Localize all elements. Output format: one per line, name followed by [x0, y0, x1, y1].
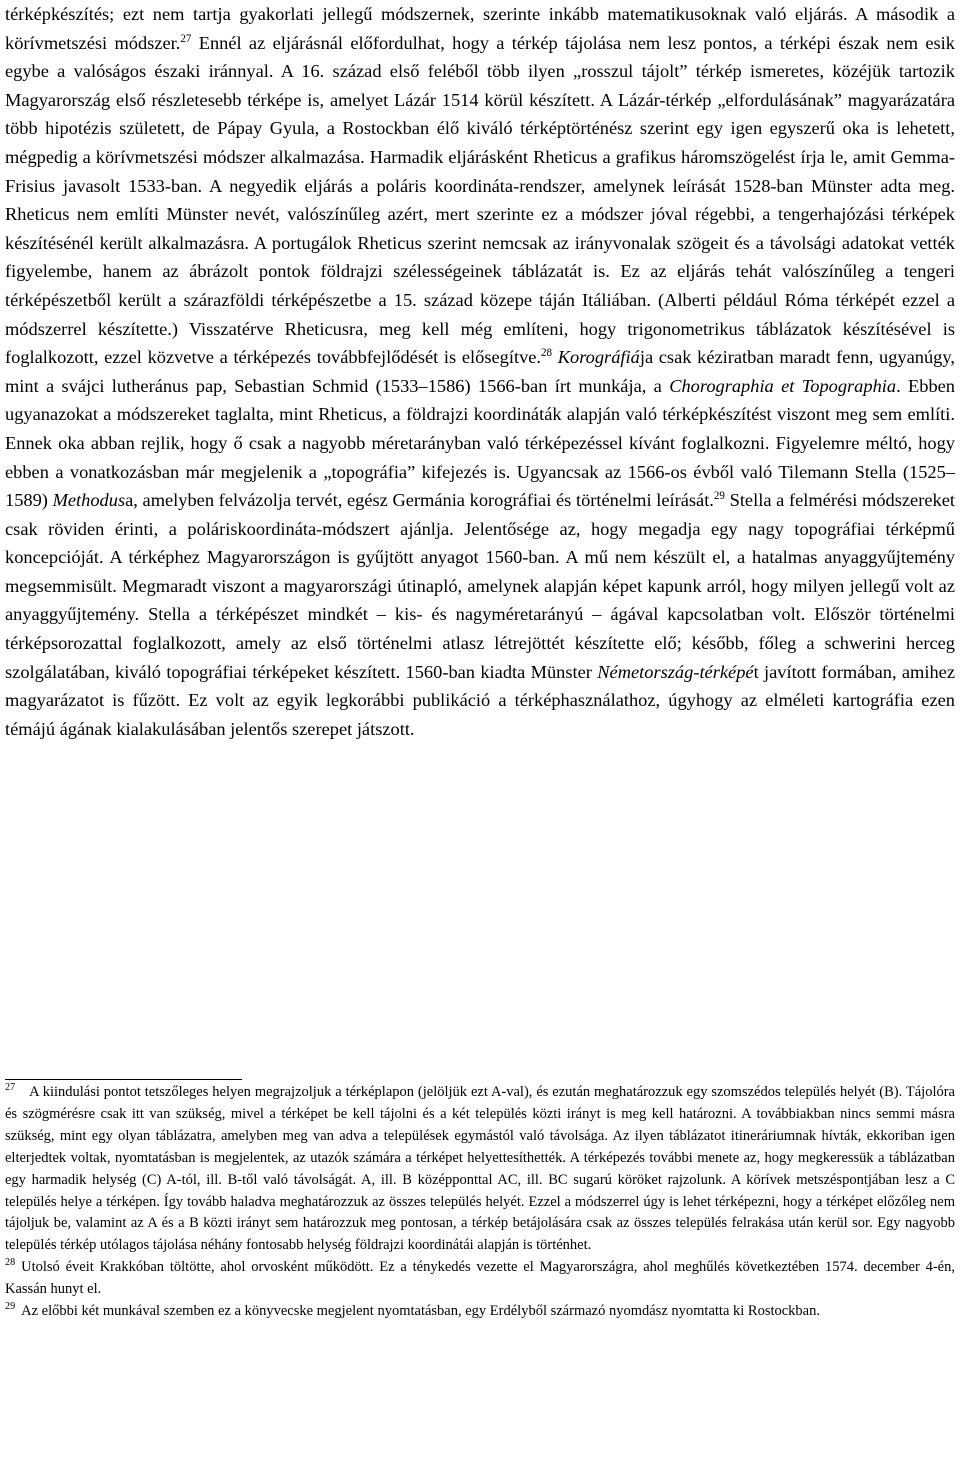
footnote-28: [5, 1257, 955, 1301]
footnote-number: 27: [5, 1081, 16, 1093]
italic-title-chorographia: Chorographia et Topographia: [669, 375, 897, 396]
body-text-run: ja csak kéziratban maradt fenn, ugyanúgy, mint a svájci lutheránus pap, Sebastian Schmid (1533–1586) 1566-ban írt munkája, a: [5, 347, 955, 396]
footnote-ref-29[interactable]: 29: [713, 489, 725, 502]
footnote-text: A kiindulási pontot tetszőleges helyen megrajzoljuk a térképlapon (jelöljük ezt A-val), és ezután meghatározzuk egy szomszédos település helyét (B). Tájolóra és szögmérésre csak itt van szükség, mivel a térképet be kell tájolni és a két település közti irányt is meg kell határozni. A továbbiakban nincs semmi másra szükség, mint egy olyan táblázatra, amelyben meg van adva a települések egymástól való távolsága. Az ilyen táblázatot itineráriumnak hívták, ekkoriban igen elterjedtek voltak, nyomtatásban is megjelentek, az utazók számára a térképet helyettesíthették. A térképezés további menete az, hogy megkeressük a táblázatban egy harmadik helység (C) A-tól, ill. B-től való távolságát. A, ill. B középponttal AC, ill. BC sugarú köröket rajzolunk. A körívek metszéspontjában lesz a C település helye a térképen. Így tovább haladva meghatározzuk az összes település helyét. Ezzel a módszerrel úgy is lehet térképezni, hogy a térképet előzőleg nem tájoljuk be, valamint az A és a B közti irányt sem határozzuk meg pontosan, a térkép betájolására csak az összes település felrakása után kerül sor. Egy nagyobb település térkép utólagos tájolása néhány fontosabb helység földrajzi koordinátái alapján is történhet.: [5, 1084, 955, 1254]
footnote-number: 29: [5, 1300, 16, 1312]
footnote-text: Utolsó éveit Krakkóban töltötte, ahol orvosként működött. Ez a ténykedés vezette el Magyarországra, ahol meghűlés következtében 1574. december 4-én, Kassán hunyt el.: [5, 1259, 955, 1298]
italic-title-korografia: Korográfiá: [557, 347, 640, 368]
main-paragraph: [5, 0, 955, 743]
footnotes: [5, 1082, 955, 1323]
footnote-ref-27[interactable]: 27: [180, 32, 192, 45]
body-text-run: a, amelyben felvázolja tervét, egész Germánia korográfiai és történelmi leírását.: [125, 490, 714, 511]
footnote-27: [5, 1082, 955, 1257]
footnote-ref-28[interactable]: 28: [541, 346, 553, 359]
body-text-run: t javított formában, amihez magyarázatot is fűzött. Ez volt az egyik legkorábbi publikáció a térképhasználathoz, úgyhogy az elméleti kartográfia ezen témájú ágának kialakulásában jelentős szerepet játszott.: [5, 661, 955, 739]
body-text-run: . Ebben ugyanazokat a módszereket taglalta, mint Rheticus, a földrajzi koordináták alapján való térképkészítést viszont meg sem említi. Ennek oka abban rejlik, hogy ő csak a nagyobb méretarányban való térképezéssel kívánt foglalkozni. Figyelemre méltó, hogy ebben a vonatkozásban már megjelenik a „topográfia” kifejezés is. Ugyancsak az 1566-os évből való Tilemann Stella (1525–1589): [5, 375, 955, 511]
body-text-run: térképkészítés; ezt nem tartja gyakorlati jellegű módszernek, szerinte inkább matematikusoknak való eljárás. A második a körívmetszési módszer.: [5, 4, 955, 53]
italic-title-nemetorszag-terkep: Németország-térképé: [597, 661, 754, 682]
footnote-separator: [5, 1079, 242, 1080]
footnote-text: Az előbbi két munkával szemben ez a könyvecske megjelent nyomtatásban, egy Erdélyből származó nyomdász nyomtatta ki Rostockban.: [21, 1303, 820, 1320]
body-text-run: Ennél az eljárásnál előfordulhat, hogy a térkép tájolása nem lesz pontos, a térképi észak nem esik egybe a valóságos északi iránnyal. A 16. század első feléből több ilyen „rosszul tájolt” térkép ismeretes, közéjük tartozik Magyarország első részletesebb térképe is, amelyet Lázár 1514 körül készített. A Lázár-térkép „elfordulásának” magyarázatára több hipotézis született, de Pápay Gyula, a Rostockban élő kiváló térképtörténész szerint egy igen egyszerű oka is lehetett, mégpedig a körívmetszési módszer alkalmazása. Harmadik eljárásként Rheticus a grafikus háromszögelést írja le, amit Gemma-Frisius javasolt 1533-ban. A negyedik eljárás a poláris koordináta-rendszer, amelynek leírását 1528-ban Münster adta meg. Rheticus nem említi Münster nevét, valószínűleg azért, mert szerinte ez a módszer jóval régebbi, a tengerhajózási térképek készítésénél került alkalmazásra. A portugálok Rheticus szerint nemcsak az irányvonalak szögeit és a távolsági adatokat vették figyelembe, hanem az ábrázolt pontok földrajzi szélességeinek táblázatát is. Ez az eljárás tehát valószínűleg a tengeri térképészetből került a szárazföldi térképészetbe a 15. század közepe táján Itáliában. (Alberti például Róma térképét ezzel a módszerrel készítette.) Visszatérve Rheticusra, meg kell még említeni, hogy trigonometrikus táblázatok készítésével is foglalkozott, ezzel közvetve a térképezés továbbfejlődését is elősegítve.: [5, 32, 955, 368]
body-text-run: Stella a felmérési módszereket csak röviden érinti, a poláriskoordináta-módszert ajánlja. Jelentősége az, hogy megadja egy nagy topográfiai térképmű koncepcióját. A térképhez Magyarországon is gyűjtött anyagot 1560-ban. A mű nem készült el, a hatalmas anyaggyűjtemény megsemmisült. Megmaradt viszont a magyarországi útinapló, amelynek alapján képet kapunk arról, hogy milyen jellegű volt az anyaggyűjtemény. Stella a térképészet mindkét – kis- és nagyméretarányú – ágával kapcsolatban volt. Először történelmi térképsorozattal foglalkozott, amely az első történelmi atlasz létrejöttét készítette elő; később, főleg a schwerini herceg szolgálatában, kiváló topográfiai térképeket készített. 1560-ban kiadta Münster: [5, 490, 955, 682]
footnote-29: [5, 1301, 955, 1323]
italic-title-methodus: Methodus: [52, 490, 126, 511]
footnote-number: 28: [5, 1257, 16, 1269]
document-page: [5, 0, 955, 743]
